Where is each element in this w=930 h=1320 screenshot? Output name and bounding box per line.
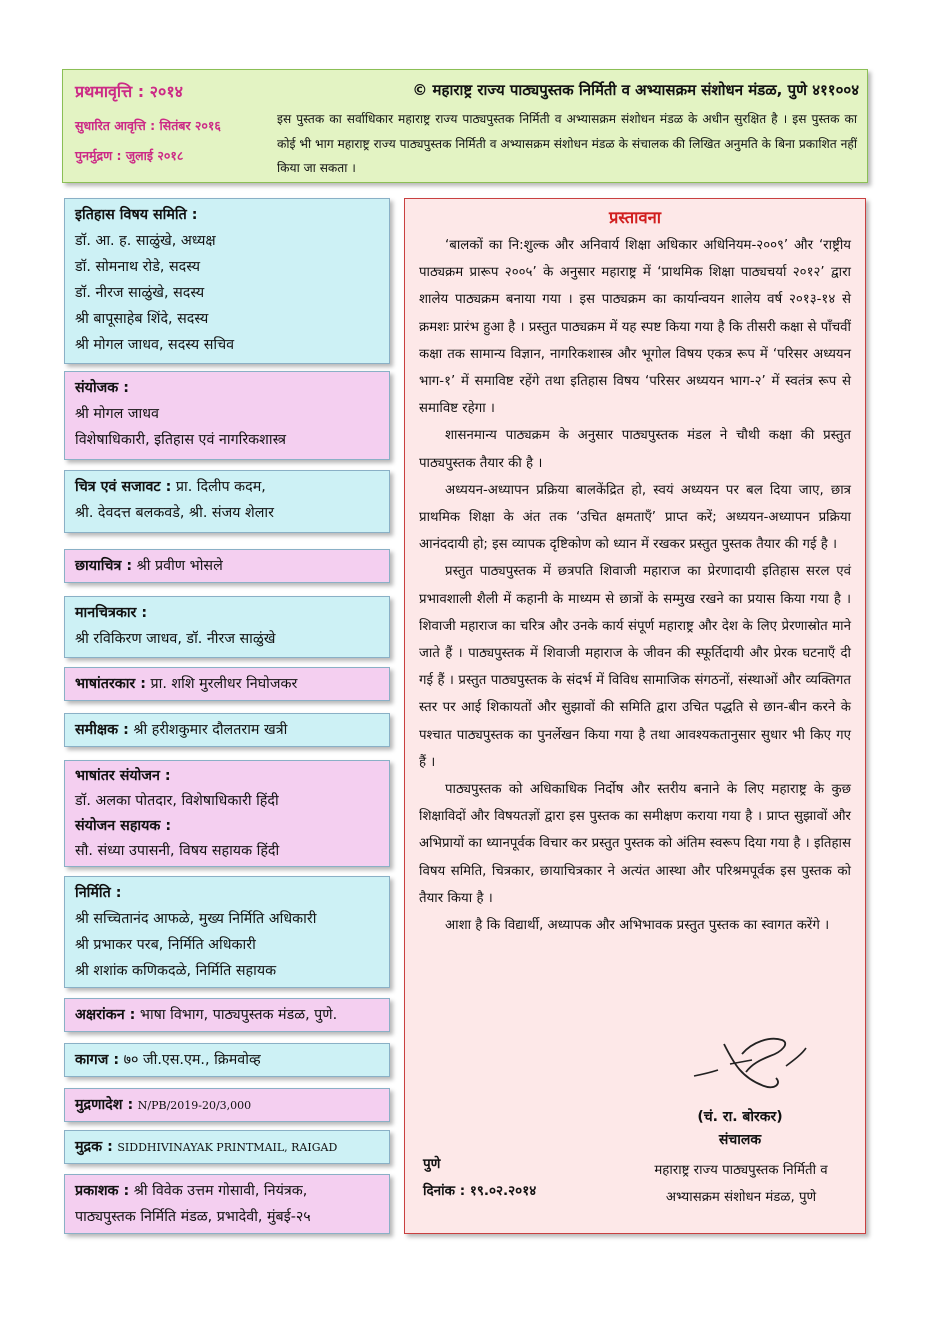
translation-coord-value: डॉ. अलका पोतदार, विशेषाधिकारी हिंदी (75, 793, 279, 809)
committee-box (64, 198, 390, 364)
copyright-notice: इस पुस्तक का सर्वाधिकार महाराष्ट्र राज्य पाठ्यपुस्तक निर्मिती व अभ्यासक्रम संशोधन मंडळ के अधीन सुरक्षित है । इस पुस्तक का कोई भी भाग महाराष्ट्र राज्य पाठ्यपुस्तक निर्मिती व अभ्यासक्रम संशोधन मंडळ के संचालक की लिखित अनुमति के बिना प्रकाशित नहीं किया जा सकता । (277, 112, 857, 175)
reviewer-label: समीक्षक : (75, 722, 129, 738)
print-order-box (64, 1088, 390, 1122)
production-line: श्री प्रभाकर परब, निर्मिति अधिकारी (75, 937, 256, 953)
reviewer-box (64, 713, 390, 747)
production-line: श्री सच्चितानंद आफळे, मुख्य निर्मिति अधिकारी (75, 911, 317, 927)
publisher-value-2: पाठ्यपुस्तक निर्मिति मंडळ, प्रभादेवी, मुंबई-२५ (75, 1209, 311, 1225)
organization-line: महाराष्ट्र राज्य पाठ्यपुस्तक निर्मिती व (654, 1163, 828, 1178)
coord-assistant-title: संयोजन सहायक : (75, 818, 172, 834)
signatory-title: संचालक (718, 1132, 762, 1148)
printer-box (64, 1130, 390, 1164)
organization-text (619, 1157, 863, 1211)
printer-label: मुद्रक : (75, 1139, 113, 1155)
paper-label: कागज : (75, 1052, 120, 1068)
coordinator-title: संयोजक : (75, 380, 129, 396)
coordinator-line: विशेषाधिकारी, इतिहास एवं नागरिकशास्त्र (75, 432, 287, 448)
signature-image (690, 1034, 810, 1094)
coord-assistant-value: सौ. संध्या उपासनी, विषय सहायक हिंदी (75, 843, 280, 859)
copyright-line: © महाराष्ट्र राज्य पाठ्यपुस्तक निर्मिती व अभ्यासक्रम संशोधन मंडळ, पुणे ४११००४ (412, 81, 859, 99)
committee-member: श्री बापूसाहेब शिंदे, सदस्य (75, 311, 209, 327)
illustration-value: प्रा. दिलीप कदम, (175, 479, 266, 495)
illustration-label: चित्र एवं सजावट : (75, 479, 172, 495)
cartographer-box (64, 596, 390, 658)
photography-box (64, 549, 390, 583)
production-box (64, 876, 390, 988)
publisher-value: श्री विवेक उत्तम गोसावी, नियंत्रक, (133, 1183, 308, 1199)
coordinator-line: श्री मोगल जाधव (75, 406, 159, 422)
paper-value: ७० जी.एस.एम., क्रिमवोव्ह (123, 1052, 261, 1068)
preface-paragraph: आशा है कि विद्यार्थी, अध्यापक और अभिभावक प्रस्तुत पुस्तक का स्वागत करेंगे । (445, 918, 830, 934)
typesetting-value: भाषा विभाग, पाठ्यपुस्तक मंडळ, पुणे. (139, 1007, 338, 1023)
copyright-header (62, 69, 868, 183)
translator-label: भाषांतरकार : (75, 676, 146, 692)
print-order-value: N/PB/2019-20/3,000 (137, 1099, 252, 1112)
preface-title: प्रस्तावना (608, 208, 662, 227)
committee-member: डॉ. आ. ह. साळुंखे, अध्यक्ष (75, 233, 216, 249)
preface-paragraph: शासनमान्य पाठ्यक्रम के अनुसार पाठ्यपुस्तक मंडल ने चौथी कक्षा की प्रस्तुत पाठ्यपुस्तक तैयार की है । (419, 428, 851, 471)
signatory-name: (चं. रा. बोरकर) (697, 1109, 783, 1125)
typesetting-box (64, 998, 390, 1032)
print-order-label: मुद्रणादेश : (75, 1097, 134, 1113)
preface-paragraph: पाठ्यपुस्तक को अधिकाधिक निर्दोष और स्तरीय बनाने के लिए महाराष्ट्र के कुछ शिक्षाविदों और विषयतज्ञों द्वारा इस पुस्तक का समीक्षण कराया गया है । प्राप्त सुझावों और अभिप्रायों का ध्यानपूर्वक विचार कर प्रस्तुत पुस्तक को अंतिम स्वरूप दिया गया है । इतिहास विषय समिति, चित्रकार, छायाचित्रकार ने अत्यंत आस्था और परिश्रमपूर्वक इस पुस्तक को तैयार किया है । (419, 782, 851, 906)
publisher-label: प्रकाशक : (75, 1183, 130, 1199)
committee-member: डॉ. नीरज साळुंखे, सदस्य (75, 285, 205, 301)
paper-box (64, 1043, 390, 1077)
printer-value: SIDDHIVINAYAK PRINTMAIL, RAIGAD (117, 1141, 338, 1154)
place-text: पुणे (423, 1156, 441, 1172)
photography-label: छायाचित्र : (75, 558, 133, 574)
organization-line: अभ्यासक्रम संशोधन मंडळ, पुणे (665, 1190, 817, 1205)
translator-box (64, 667, 390, 701)
typesetting-label: अक्षरांकन : (75, 1007, 136, 1023)
preface-paragraph: प्रस्तुत पाठ्यपुस्तक में छत्रपति शिवाजी महाराज का प्रेरणादायी इतिहास सरल एवं प्रभावशाली शैली में कहानी के माध्यम से छात्रों के सम्मुख रखने का प्रयास किया गया है । शिवाजी महाराज का चरित्र और उनके कार्य संपूर्ण महाराष्ट्र और देश के लिए प्रेरणास्रोत माने जाते हैं । पाठ्यपुस्तक में शिवाजी महाराज के जीवन की स्फूर्तिदायी और प्रेरक घटनाएँ दी गई हैं । प्रस्तुत पाठ्यपुस्तक के संदर्भ में विविध सामाजिक संगठनों, संस्थाओं और व्यक्तिगत स्तर पर आई शिकायतों और सुझावों की समिति द्वारा उचित पद्धति से छान-बीन करने के पश्चात पाठ्यपुस्तक का पुनर्लेखन किया गया है तथा आवश्यकतानुसार सुधार भी किए गए हैं । (419, 564, 851, 770)
edition-text: प्रथमावृत्ति : २०१४ (75, 82, 183, 101)
reviewer-value: श्री हरीशकुमार दौलतराम खत्री (133, 722, 288, 738)
production-title: निर्मिति : (75, 885, 122, 901)
date-text: दिनांक : १९.०२.२०१४ (423, 1183, 537, 1199)
reprint-text: पुनर्मुद्रण : जुलाई २०१८ (75, 148, 184, 163)
coordinator-box (64, 371, 390, 460)
translation-coordination-box (64, 760, 390, 867)
committee-member: श्री मोगल जाधव, सदस्य सचिव (75, 337, 235, 353)
preface-paragraph: अध्ययन-अध्यापन प्रक्रिया बालकेंद्रित हो, स्वयं अध्ययन पर बल दिया जाए, छात्र प्राथमिक शिक्षा के अंत तक ‘उचित क्षमताएँ’ प्राप्त करें; अध्ययन-अध्यापन प्रक्रिया आनंददायी हो; इस व्यापक दृष्टिकोण को ध्यान में रखकर प्रस्तुत पुस्तक तैयार की गई है । (419, 482, 851, 553)
committee-member: डॉ. सोमनाथ रोडे, सदस्य (75, 259, 201, 275)
translation-coord-title: भाषांतर संयोजन : (75, 768, 171, 784)
cartographer-value: श्री रविकिरण जाधव, डॉ. नीरज साळुंखे (75, 631, 276, 647)
preface-panel (404, 198, 866, 1234)
production-line: श्री शशांक कणिकदळे, निर्मिति सहायक (75, 963, 277, 979)
translator-value: प्रा. शशि मुरलीधर निघोजकर (150, 676, 298, 692)
illustration-box (64, 470, 390, 533)
cartographer-title: मानचित्रकार : (75, 605, 148, 621)
publisher-box (64, 1174, 390, 1234)
revised-edition-text: सुधारित आवृत्ति : सितंबर २०१६ (75, 118, 221, 133)
committee-title: इतिहास विषय समिति : (75, 207, 198, 223)
photography-value: श्री प्रवीण भोसले (136, 558, 223, 574)
preface-paragraph: ‘बालकों का नि:शुल्क और अनिवार्य शिक्षा अधिकार अधिनियम-२००९’ और ‘राष्ट्रीय पाठ्यक्रम प्रारूप २००५’ के अनुसार महाराष्ट्र में ‘प्राथमिक शिक्षा पाठ्यचर्या २०१२’ द्वारा शालेय पाठ्यक्रम बनाया गया । इस पाठ्यक्रम का कार्यान्वयन शालेय वर्ष २०१३-१४ से क्रमशः प्रारंभ हुआ है । प्रस्तुत पाठ्यक्रम में यह स्पष्ट किया गया है कि तीसरी कक्षा से पाँचवीं कक्षा तक सामान्य विज्ञान, नागरिकशास्त्र और भूगोल विषय एकत्र रूप में ‘परिसर अध्ययन भाग-१’ में समाविष्ट रहेंगे तथा इतिहास विषय ‘परिसर अध्ययन भाग-२’ में स्वतंत्र रूप से समाविष्ट रहेगा । (419, 238, 851, 417)
illustration-value-2: श्री. देवदत्त बलकवडे, श्री. संजय शेलार (75, 505, 274, 521)
